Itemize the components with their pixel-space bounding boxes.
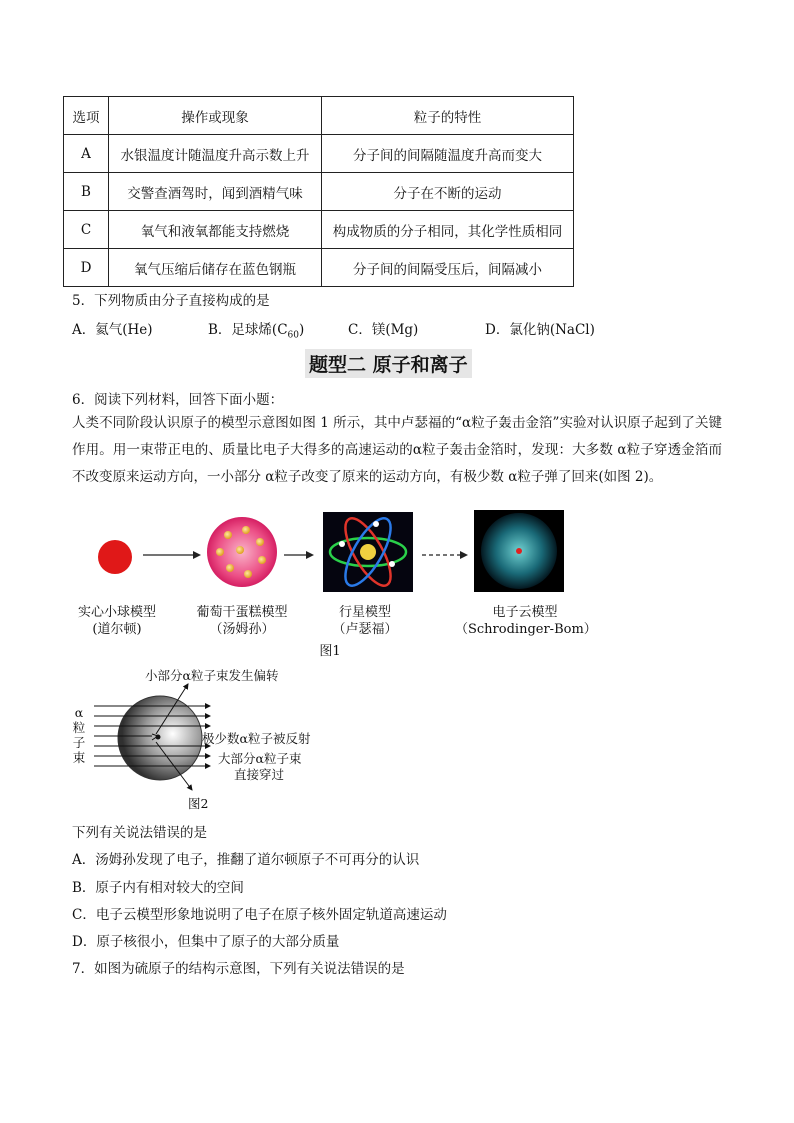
table-header-cell: 操作或现象: [109, 97, 322, 135]
q5-option-c: C．镁(Mg): [348, 322, 419, 338]
model-label: 葡萄干蛋糕模型 （汤姆孙）: [196, 605, 288, 637]
table-cell: 分子间的间隔随温度升高而变大: [322, 135, 574, 173]
table-row: [64, 173, 574, 211]
table-cell: 交警查酒驾时，闻到酒精气味: [109, 173, 322, 211]
table-cell: 分子在不断的运动: [322, 173, 574, 211]
planetary-model-icon: [323, 512, 413, 592]
model-label: 行星模型 （卢瑟福）: [332, 605, 398, 637]
q5-option-b: B．足球烯$(C_{60})$: [208, 322, 305, 341]
arrow-icon: [143, 551, 201, 559]
q5-stem: 5．下列物质由分子直接构成的是: [72, 293, 270, 309]
model-label: 电子云模型 （Schrodinger-Bom）: [455, 605, 597, 637]
table-header-cell: 粒子的特性: [322, 97, 574, 135]
pass-label-2: 直接穿过: [234, 767, 285, 782]
pass-label: 大部分α粒子束: [218, 751, 302, 766]
table-row: [64, 249, 574, 287]
beam-label: α 粒 子 束: [72, 705, 86, 765]
q6-option-b: B．原子内有相对较大的空间: [72, 880, 244, 896]
nucleus-icon: [156, 735, 161, 740]
electron-cloud-model-icon: [474, 510, 564, 592]
q7-stem: 7．如图为硫原子的结构示意图，下列有关说法错误的是: [72, 961, 405, 977]
reflect-label: 极少数α粒子被反射: [202, 731, 311, 746]
table-cell: C: [64, 211, 109, 249]
table-cell: 氧气压缩后储存在蓝色钢瓶: [109, 249, 322, 287]
deflect-label: 小部分α粒子束发生偏转: [145, 668, 279, 683]
q5-option-a: A．氦气(He): [72, 322, 153, 338]
table-row: [64, 135, 574, 173]
table-cell: B: [64, 173, 109, 211]
section-title: 题型二 原子和离子: [305, 349, 472, 378]
figure-1-caption: 图1: [319, 644, 341, 659]
table-cell: 分子间的间隔受压后，间隔减小: [322, 249, 574, 287]
table-cell: D: [64, 249, 109, 287]
dashed-arrow-icon: [422, 551, 468, 559]
table-cell: 构成物质的分子相同，其化学性质相同: [322, 211, 574, 249]
arrow-icon: [284, 551, 314, 559]
figure-2-caption: 图2: [188, 796, 209, 811]
q6-option-c: C．电子云模型形象地说明了电子在原子核外固定轨道高速运动: [72, 907, 447, 923]
q6-material: 人类不同阶段认识原子的模型示意图如图 1 所示，其中卢瑟福的“α粒子轰击金箔”实验对认识原子起到了关键作用。用一束带正电的、质量比电子大得多的高速运动的α粒子轰击金箔时，发现：大多数 α粒子穿透金箔而不改变原来运动方向，一小部分 α粒子改变了原来的运动方向，有极少数 α粒子弹了回来(如图 2)。: [72, 415, 722, 485]
table-row: [64, 211, 574, 249]
table-cell: A: [64, 135, 109, 173]
model-label: 实心小球模型 (道尔顿): [77, 605, 156, 637]
table-cell: 氧气和液氧都能支持燃烧: [109, 211, 322, 249]
table-cell: 水银温度计随温度升高示数上升: [109, 135, 322, 173]
dalton-model-icon: [98, 540, 132, 574]
q6-stem: 6．阅读下列材料，回答下面小题：: [72, 392, 284, 408]
q6-option-d: D．原子核很小，但集中了原子的大部分质量: [72, 934, 340, 950]
options-table: [63, 96, 574, 287]
q6-question: 下列有关说法错误的是: [72, 825, 207, 841]
q5-option-d: D．氯化钠(NaCl): [485, 322, 595, 338]
plum-pudding-model-icon: [207, 517, 277, 587]
atom-models-figure: [80, 502, 600, 602]
table-header-cell: 选项: [64, 97, 109, 135]
table-header-row: [64, 97, 574, 135]
q6-option-a: A．汤姆孙发现了电子，推翻了道尔顿原子不可再分的认识: [72, 852, 420, 868]
